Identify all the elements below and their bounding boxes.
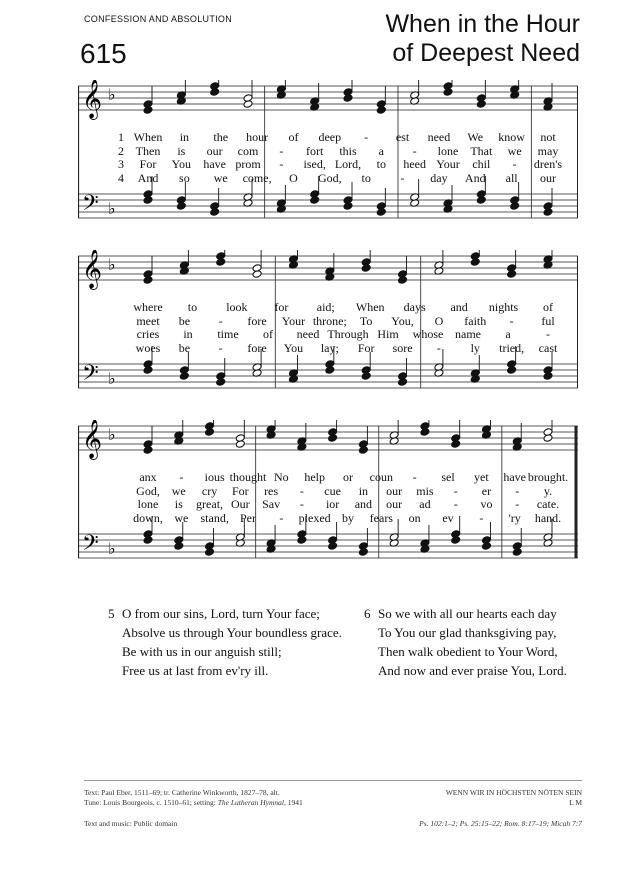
lyric-syllable: God, — [317, 170, 342, 185]
lyric-syllable: - — [179, 470, 184, 484]
lyric-syllable: woes — [135, 340, 161, 355]
lyric-syllable: for — [274, 300, 289, 314]
lyric-syllable: You, — [391, 313, 414, 328]
lyric-syllable: this — [339, 143, 357, 158]
lyric-syllable: of — [288, 130, 299, 144]
lyric-line-verse-2 — [78, 144, 578, 158]
lyric-syllable: look — [226, 300, 248, 314]
lyric-line-verse-2 — [78, 484, 578, 498]
lyric-syllable: Him — [377, 327, 399, 341]
stanza-number: 6 — [364, 606, 371, 621]
hymn-title-line-2: of Deepest Need — [392, 39, 580, 67]
stanza-number: 5 — [108, 606, 115, 621]
lyric-syllable: Sav — [262, 497, 281, 511]
tune-credit: Tune: Louis Bourgeois, c. 1510–61; setting: The Lutheran Hymnal, 1941 — [84, 798, 303, 807]
lyric-syllable: in — [179, 130, 190, 144]
lyric-syllable: have — [503, 470, 526, 484]
stanza-5 — [108, 604, 368, 680]
lyric-syllable: our — [386, 483, 403, 498]
bass-clef-icon: 𝄢 — [82, 531, 99, 561]
stanza-line: Free us at last from ev'ry ill. — [122, 663, 269, 678]
lyric-syllable: help — [304, 470, 325, 484]
lyric-syllable: lone — [137, 497, 159, 511]
lyric-syllable: fore — [247, 340, 267, 355]
stanza-line: Absolve us through Your boundless grace. — [122, 625, 342, 640]
lyric-syllable: fore — [247, 313, 267, 328]
lyric-syllable: know — [498, 130, 525, 144]
lyric-syllable: 'ry — [508, 510, 521, 525]
lyric-syllable: cast — [538, 340, 558, 355]
lyric-syllable: on — [408, 510, 421, 525]
footer-copyright: Text and music: Public domain — [84, 819, 178, 828]
lyric-syllable: - — [412, 143, 417, 158]
lyric-syllable: - — [299, 483, 304, 498]
lyric-syllable: great, — [196, 497, 224, 511]
lyric-syllable: faith — [464, 313, 487, 328]
section-label: CONFESSION AND ABSOLUTION — [84, 14, 233, 24]
lyric-syllable: we — [507, 143, 522, 158]
lyric-syllable: need — [296, 327, 320, 341]
lyric-syllable: You — [283, 340, 304, 355]
lyric-syllable: We — [467, 130, 484, 144]
lyric-syllable: O — [289, 170, 298, 185]
stanza-line: Be with us in our anguish still; — [122, 644, 282, 659]
lyric-syllable: of — [543, 300, 553, 314]
lyric-syllable: - — [436, 340, 441, 355]
lyric-syllable: You — [171, 157, 192, 171]
lyric-syllable: Your — [436, 157, 460, 171]
lyric-line-verse-1 — [78, 470, 578, 484]
lyric-syllable: ised, — [303, 157, 326, 171]
verse-number: 1 — [118, 130, 124, 144]
lyric-syllable: our — [540, 170, 556, 185]
lyric-syllable: That — [470, 143, 493, 158]
lyric-syllable: er — [481, 483, 492, 498]
lyric-line-verse-3 — [78, 327, 578, 341]
lyric-syllable: - — [400, 170, 405, 185]
lyric-syllable: of — [263, 327, 273, 341]
key-signature-flat-icon: ♭ — [108, 255, 116, 274]
lyric-syllable: we — [171, 483, 186, 498]
treble-clef-icon: 𝄞 — [82, 80, 103, 119]
lyric-syllable: - — [218, 313, 223, 328]
text-credit: Text: Paul Eber, 1511–69; tr. Catherine Winkworth, 1827–78, alt. — [84, 788, 280, 797]
lyric-syllable: mis — [416, 483, 434, 498]
verse-number: 4 — [118, 170, 124, 185]
lyric-syllable: to — [361, 170, 371, 185]
lyric-syllable: plexed — [298, 510, 331, 525]
lyric-syllable: lay; — [320, 340, 339, 355]
music-system-1 — [78, 80, 578, 240]
lyric-syllable: and — [354, 497, 373, 511]
lyric-syllable: - — [515, 483, 520, 498]
lyric-syllable: - — [218, 340, 223, 355]
lyric-syllable: - — [479, 510, 484, 525]
lyric-syllable: - — [279, 157, 284, 171]
lyric-syllable: - — [515, 497, 520, 511]
lyric-syllable: name — [455, 327, 481, 341]
lyric-syllable: all — [505, 170, 518, 185]
lyric-syllable: ad — [419, 497, 431, 511]
lyric-syllable: And — [464, 170, 486, 185]
lyric-syllable: stand, — [200, 510, 229, 525]
lyric-syllable: tried, — [499, 340, 525, 355]
lyric-syllable: may — [537, 143, 559, 158]
key-signature-flat-icon: ♭ — [108, 425, 116, 444]
lyric-syllable: est — [395, 130, 410, 144]
lyric-syllable: No — [273, 470, 289, 484]
lyric-syllable: cries — [136, 327, 160, 341]
stanza-line: And now and ever praise You, Lord. — [378, 663, 567, 678]
lyric-line-verse-1 — [78, 130, 578, 144]
lyric-syllable: or — [343, 470, 353, 484]
lyric-syllable: hand. — [534, 510, 562, 525]
lyric-syllable: - — [279, 143, 284, 158]
lyric-syllable: heed — [403, 157, 426, 171]
lyric-syllable: our — [206, 143, 223, 158]
bass-clef-icon: 𝄢 — [82, 361, 99, 391]
lyric-syllable: Through — [327, 327, 369, 341]
lyric-syllable: - — [512, 157, 517, 171]
lyric-syllable: have — [203, 157, 226, 171]
lyric-syllable: - — [299, 497, 304, 511]
lyric-syllable: fort — [305, 143, 324, 158]
tune-credit-source: The Lutheran Hymnal — [217, 798, 285, 807]
key-signature-flat-icon: ♭ — [108, 85, 116, 104]
lyric-syllable: When — [355, 300, 385, 314]
lyric-syllable: so — [179, 170, 190, 185]
lyric-syllable: in — [358, 483, 369, 498]
lyric-syllable: - — [453, 483, 458, 498]
lyric-syllable: coun — [369, 470, 393, 484]
lyric-syllable: y. — [543, 483, 553, 498]
lyric-syllable: to — [187, 300, 198, 314]
lyric-syllable: by — [342, 510, 354, 525]
lyric-syllable: To — [359, 313, 373, 328]
lyric-syllable: O — [434, 313, 444, 328]
stanza-line: Then walk obedient to Your Word, — [378, 644, 558, 659]
lyric-syllable: res — [264, 483, 279, 498]
hymn-title-line-1: When in the Hour — [385, 10, 580, 38]
lyric-syllable: sore — [392, 340, 413, 355]
key-signature-flat-icon: ♭ — [108, 199, 116, 218]
lyric-syllable: need — [427, 130, 451, 144]
lyric-line-verse-3 — [78, 157, 578, 171]
lyric-syllable: be — [178, 340, 191, 355]
lyric-syllable: dren's — [533, 157, 563, 171]
lyric-syllable: thought — [229, 470, 267, 484]
lyric-syllable: throne; — [312, 313, 347, 328]
lyric-syllable: prom — [235, 157, 261, 171]
footer-scripture: Ps. 102:1–2; Ps. 25:15–22; Rom. 8:17–19; Micah 7:7 — [419, 819, 582, 828]
music-system-2 — [78, 250, 578, 410]
verse-number: 2 — [118, 143, 124, 158]
lyric-syllable: Your — [281, 313, 306, 328]
lyric-syllable: - — [453, 497, 458, 511]
music-system-3 — [78, 420, 578, 580]
lyric-syllable: - — [412, 470, 417, 484]
lyric-syllable: nights — [488, 300, 519, 314]
lyric-syllable: time — [217, 327, 239, 341]
stanza-line: So we with all our hearts each day — [378, 606, 557, 621]
lyric-syllable: ly — [470, 340, 480, 355]
stanza-line: To You our glad thanksgiving pay, — [378, 625, 557, 640]
hymn-title — [385, 10, 580, 68]
lyric-syllable: be — [178, 313, 191, 328]
stanza-6 — [364, 604, 624, 680]
lyric-syllable: days — [403, 300, 426, 314]
lyric-syllable: not — [540, 130, 556, 144]
lyric-syllable: meet — [136, 313, 160, 328]
treble-clef-icon: 𝄞 — [82, 250, 103, 289]
lyric-line-verse-4 — [78, 511, 578, 525]
footer-tune-info — [446, 788, 582, 808]
lyric-syllable: is — [177, 143, 186, 158]
lyric-syllable: we — [213, 170, 228, 185]
lyric-syllable: ious — [204, 470, 225, 484]
lyric-syllable: For — [357, 340, 375, 355]
lyric-syllable: anx — [139, 470, 157, 484]
lyric-syllable: God, — [136, 483, 160, 498]
lyric-line-verse-3 — [78, 497, 578, 511]
lyric-syllable: Lord, — [334, 157, 362, 171]
lyric-syllable: fears — [369, 510, 393, 525]
lyric-syllable: Per — [240, 510, 256, 525]
lyric-syllable: sel — [441, 470, 455, 484]
lyric-syllable: our — [386, 497, 403, 511]
lyric-syllable: yet — [473, 470, 489, 484]
lyric-syllable: deep — [318, 130, 342, 144]
lyric-line-verse-4 — [78, 341, 578, 355]
bass-clef-icon: 𝄢 — [82, 191, 99, 221]
lyric-syllable: com — [237, 143, 259, 158]
lyric-syllable: cue — [324, 483, 341, 498]
tune-name: WENN WIR IN HÖCHSTEN NÖTEN SEIN — [445, 788, 582, 797]
lyric-line-verse-1 — [78, 300, 578, 314]
stanza-line: O from our sins, Lord, turn Your face; — [122, 606, 320, 621]
lyric-syllable: down, — [133, 510, 163, 525]
lyric-syllable: cate. — [536, 497, 560, 511]
lyric-syllable: in — [183, 327, 193, 341]
lyric-syllable: and — [450, 300, 468, 314]
lyric-syllable: - — [546, 327, 550, 341]
lyric-syllable: - — [509, 313, 514, 328]
hymn-number: 615 — [80, 38, 127, 69]
lyric-syllable: ful — [541, 313, 555, 328]
lyric-syllable: Then — [135, 143, 161, 158]
lyric-syllable: we — [174, 510, 189, 525]
lyric-syllable: chil — [472, 157, 491, 171]
lyric-syllable: Our — [230, 497, 250, 511]
lyric-syllable: hour — [246, 130, 269, 144]
lyric-syllable: ev — [442, 510, 454, 525]
footer-rule — [84, 780, 582, 781]
footer-credits — [84, 788, 303, 808]
lyric-syllable: vo — [480, 497, 493, 511]
key-signature-flat-icon: ♭ — [108, 539, 116, 558]
lyric-syllable: - — [364, 130, 369, 144]
lyric-syllable: day — [430, 170, 448, 185]
lyric-syllable: the — [213, 130, 229, 144]
lyric-syllable: aid; — [316, 300, 335, 314]
lyric-syllable: to — [376, 157, 386, 171]
key-signature-flat-icon: ♭ — [108, 369, 116, 388]
lyric-line-verse-4 — [78, 171, 578, 185]
lyric-syllable: is — [174, 497, 183, 511]
lyric-syllable: And — [137, 170, 159, 185]
lyric-line-verse-2 — [78, 314, 578, 328]
treble-clef-icon: 𝄞 — [82, 420, 103, 459]
lyric-syllable: a — [378, 143, 384, 158]
lyric-syllable: brought. — [527, 470, 569, 484]
lyric-syllable: a — [505, 327, 511, 341]
lyric-syllable: where — [133, 300, 163, 314]
meter: L M — [569, 798, 582, 807]
lyric-syllable: - — [279, 510, 284, 525]
lyric-syllable: ior — [325, 497, 340, 511]
lyric-syllable: cry — [201, 483, 218, 498]
verse-number: 3 — [118, 157, 124, 171]
lyric-syllable: For — [231, 483, 249, 498]
lyric-syllable: lone — [437, 143, 459, 158]
lyric-syllable: When — [133, 130, 163, 144]
lyric-syllable: For — [139, 157, 157, 171]
lyric-syllable: come, — [242, 170, 272, 185]
lyric-syllable: whose — [412, 327, 444, 341]
